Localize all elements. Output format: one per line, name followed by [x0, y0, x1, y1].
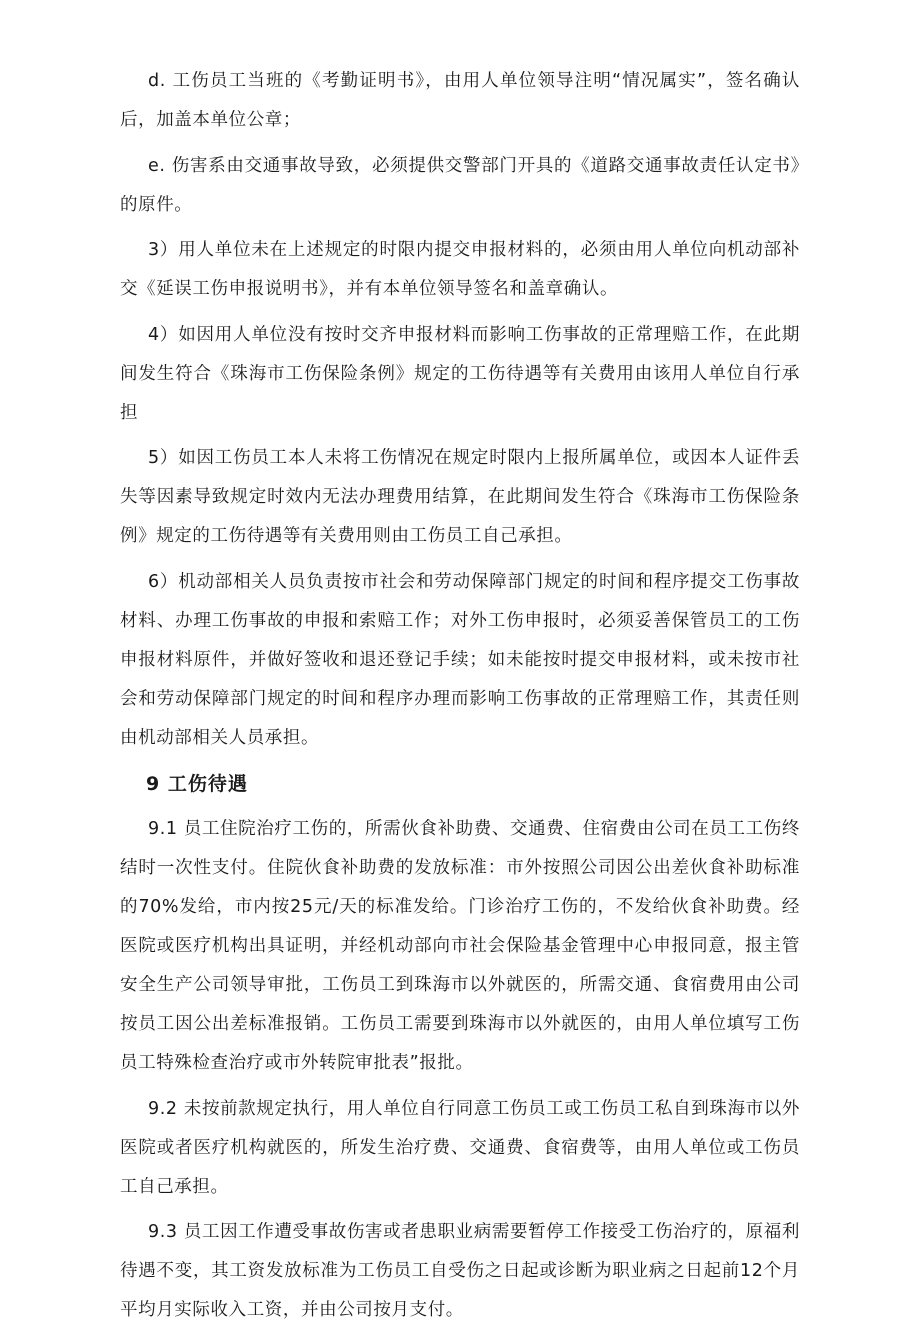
paragraph-9-1: 9.1 员工住院治疗工伤的，所需伙食补助费、交通费、住宿费由公司在员工工伤终结时一次性支付。住院伙食补助费的发放标准：市外按照公司因公出差伙食补助标准的70%发给，市内按25元/天的标准发给。门诊治疗工伤的，不发给伙食补助费。经医院或医疗机构出具证明，并经机动部向市社会保险基金管理中心申报同意，报主管安全生产公司领导审批，工伤员工到珠海市以外就医的，所需交通、食宿费用由公司按员工因公出差标准报销。工伤员工需要到珠海市以外就医的，由用人单位填写工伤员工特殊检查治疗或市外转院审批表”报批。 [120, 819, 800, 1073]
paragraph-e: e. 伤害系由交通事故导致，必须提供交警部门开具的《道路交通事故责任认定书》的原件。 [120, 155, 800, 215]
paragraph-9-2: 9.2 未按前款规定执行，用人单位自行同意工伤员工或工伤员工私自到珠海市以外医院或者医疗机构就医的，所发生治疗费、交通费、食宿费等，由用人单位或工伤员工自己承担。 [120, 1098, 800, 1197]
paragraph-d: d. 工伤员工当班的《考勤证明书》，由用人单位领导注明“情况属实”，签名确认后，加盖本单位公章； [120, 71, 800, 130]
paragraph-6: 6）机动部相关人员负责按市社会和劳动保障部门规定的时间和程序提交工伤事故材料、办理工伤事故的申报和索赔工作；对外工伤申报时，必须妥善保管员工的工伤申报材料原件，并做好签收和退还登记手续；如未能按时提交申报材料，或未按市社会和劳动保障部门规定的时间和程序办理而影响工伤事故的正常理赔工作，其责任则由机动部相关人员承担。 [120, 571, 800, 748]
paragraph-9-3: 9.3 员工因工作遭受事故伤害或者患职业病需要暂停工作接受工伤治疗的，原福利待遇不变，其工资发放标准为工伤员工自受伤之日起或诊断为职业病之日起前12个月平均月实际收入工资，并由公司按月支付。 [120, 1222, 800, 1320]
paragraph-4: 4）如因用人单位没有按时交齐申报材料而影响工伤事故的正常理赔工作，在此期间发生符合《珠海市工伤保险条例》规定的工伤待遇等有关费用由该用人单位自行承担 [120, 324, 800, 423]
section-heading: 9 工伤待遇 [146, 773, 248, 795]
paragraph-5: 5）如因工伤员工本人未将工伤情况在规定时限内上报所属单位，或因本人证件丢失等因素导致规定时效内无法办理费用结算，在此期间发生符合《珠海市工伤保险条例》规定的工伤待遇等有关费用则由工伤员工自己承担。 [120, 448, 800, 546]
paragraph-3: 3）用人单位未在上述规定的时限内提交申报材料的，必须由用人单位向机动部补交《延误工伤申报说明书》，并有本单位领导签名和盖章确认。 [120, 240, 800, 299]
document-body [120, 62, 800, 1336]
